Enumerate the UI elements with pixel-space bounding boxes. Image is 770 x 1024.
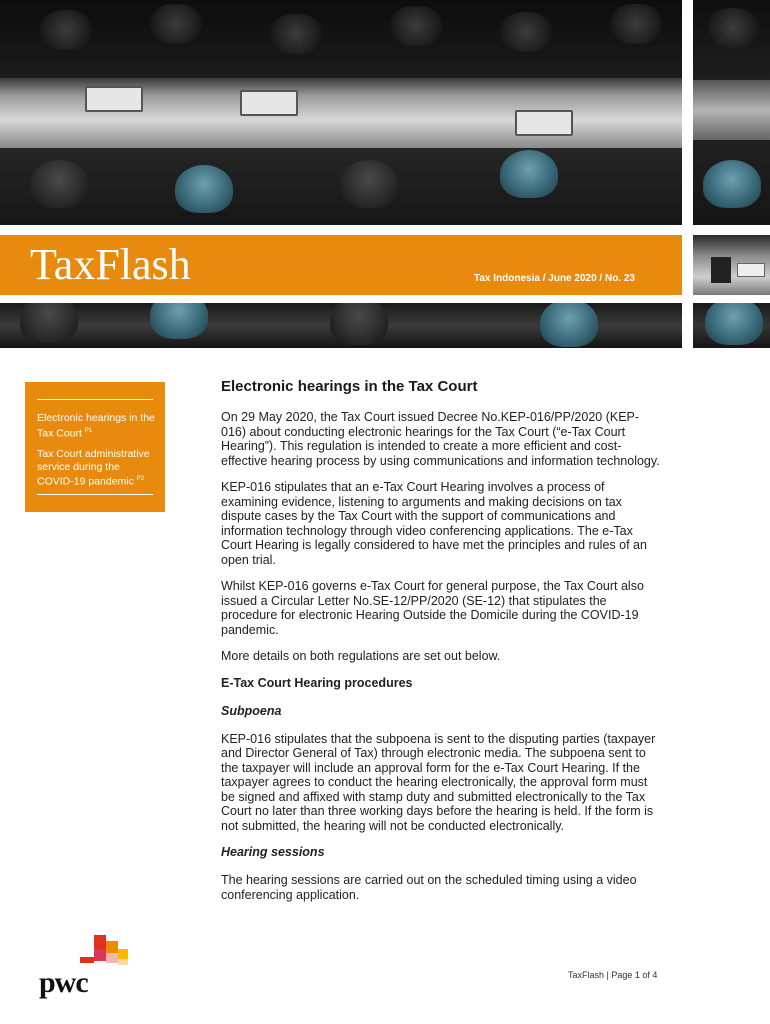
logo-block (94, 949, 106, 961)
contents-item-page-ref: P1 (84, 427, 93, 434)
issue-line: Tax Indonesia / June 2020 / No. 23 (474, 273, 635, 284)
article-paragraph: On 29 May 2020, the Tax Court issued Decree No.KEP-016/PP/2020 (KEP-016) about conducting electronic hearings for the Tax Court (“e-Tax Court Hearing”). This regulation is intended to create a more efficient and cost-effective hearing process by using communications and information technology. (221, 410, 660, 468)
header-photo-bottom (0, 303, 682, 348)
logo-block (106, 941, 118, 953)
desk-surface (693, 80, 770, 140)
article-paragraph: More details on both regulations are set out below. (221, 649, 501, 663)
brand-title: TaxFlash (30, 240, 191, 289)
section-heading: E-Tax Court Hearing procedures (221, 675, 413, 690)
divider (37, 494, 153, 495)
pwc-logo-mark (78, 935, 130, 967)
subsection-heading: Subpoena (221, 703, 282, 718)
chair-icon (270, 14, 322, 54)
chair-icon (610, 4, 662, 44)
header-photo-strip (693, 0, 770, 225)
pwc-logo-text: pwc (39, 966, 88, 999)
logo-block (80, 957, 94, 963)
article-title: Electronic hearings in the Tax Court (221, 378, 478, 395)
chair-icon (20, 303, 78, 343)
header-photo-bottom-strip (693, 303, 770, 348)
subsection-heading: Hearing sessions (221, 845, 325, 859)
logo-block (106, 953, 118, 963)
chair-icon (540, 303, 598, 347)
logo-block (118, 959, 128, 965)
contents-item-label: Electronic hearings in the Tax Court (37, 412, 155, 439)
article-paragraph: The hearing sessions are carried out on the scheduled timing using a video conferencing application. (221, 873, 637, 902)
contents-item-label: Tax Court administrative service during the COVID-19 pandemic (37, 448, 150, 488)
logo-block (118, 949, 128, 959)
chair-icon (703, 160, 761, 208)
contents-box (25, 382, 165, 512)
chair-icon (30, 160, 88, 208)
divider (37, 399, 153, 400)
article-paragraph: KEP-016 stipulates that the subpoena is sent to the disputing parties (taxpayer and Director General of Tax) through electronic media. The subpoena sent to the taxpayer will include an approval form for the e-Tax Court Hearing. If the taxpayer agrees to conduct the hearing electronically, the approval form must be signed and affixed with stamp duty and submitted electronically to the Tax Court no later than three working days before the hearing is held. If the form is not submitted, the hearing will not be conducted electronically. (221, 731, 656, 833)
header-thumbnail (693, 235, 770, 295)
monitor-icon (515, 110, 573, 136)
article-paragraph: KEP-016 stipulates that an e-Tax Court Hearing involves a process of examining evidence, listening to arguments and making decisions on tax dispute cases by the Tax Court with the support of communications and information technology through video conferencing applications. The e-Tax Court Hearing is legally considered to have met the principles and rules of an open trial. (221, 480, 647, 567)
chair-icon (330, 303, 388, 345)
contents-item[interactable] (37, 412, 157, 440)
keyboard-icon (737, 263, 765, 277)
chair-icon (175, 165, 233, 213)
contents-item[interactable] (37, 448, 157, 488)
chair-icon (500, 150, 558, 198)
monitor-icon (240, 90, 298, 116)
logo-block (94, 935, 106, 949)
chair-icon (340, 160, 398, 208)
chair-icon (500, 12, 552, 52)
chair-icon (40, 10, 92, 50)
article-paragraph: Whilst KEP-016 governs e-Tax Court for general purpose, the Tax Court also issued a Circular Letter No.SE-12/PP/2020 (SE-12) that stipulates the procedure for electronic Hearing Outside the Domicile during the COVID-19 pandemic. (221, 579, 644, 637)
chair-icon (705, 303, 763, 345)
chair-icon (707, 8, 759, 48)
article (221, 378, 661, 914)
chair-icon (150, 303, 208, 339)
contents-item-page-ref: P2 (136, 476, 145, 482)
header-photo (0, 0, 682, 225)
monitor-icon (85, 86, 143, 112)
tablet-icon (711, 257, 731, 283)
chair-icon (150, 4, 202, 44)
page-footer: TaxFlash | Page 1 of 4 (568, 970, 658, 980)
chair-icon (390, 6, 442, 46)
